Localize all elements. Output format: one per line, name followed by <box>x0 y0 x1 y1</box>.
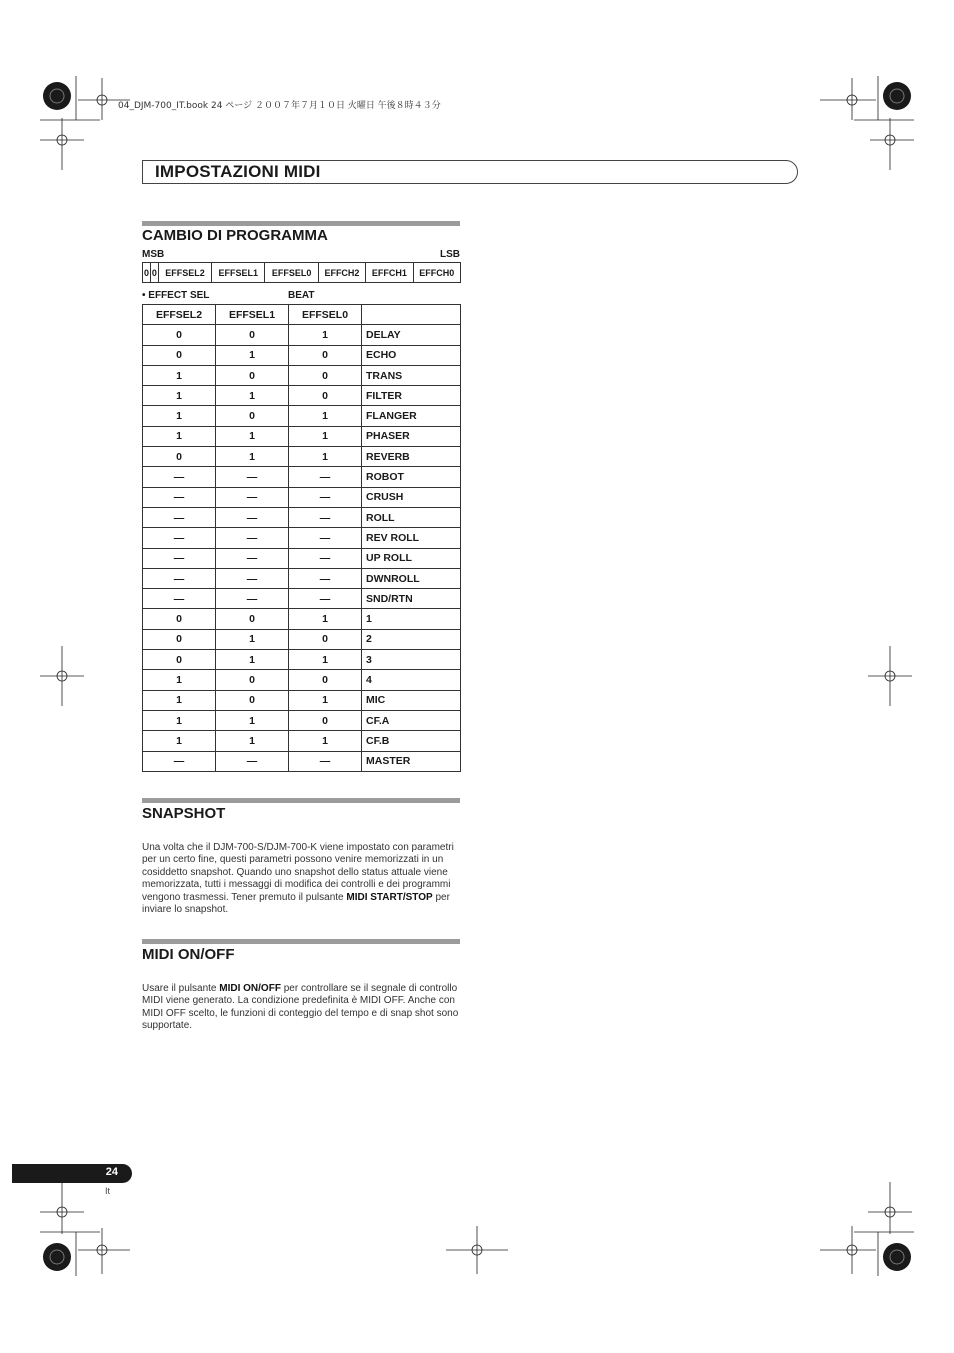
bit-value-cell: 1 <box>216 447 289 467</box>
effect-name-cell: CRUSH <box>362 487 461 507</box>
bit-value-cell: 0 <box>143 650 216 670</box>
bit-value-cell: 1 <box>216 345 289 365</box>
effect-name-cell: MASTER <box>362 751 461 771</box>
bit-cell: EFFSEL2 <box>158 263 211 283</box>
bit-value-cell: — <box>289 467 362 487</box>
bit-value-cell: 0 <box>216 670 289 690</box>
effect-name-cell: TRANS <box>362 365 461 385</box>
table-row <box>143 447 461 467</box>
table-row <box>143 629 461 649</box>
effect-name-cell: DWNROLL <box>362 568 461 588</box>
bit-value-cell: 1 <box>216 710 289 730</box>
bit-value-cell: 0 <box>289 386 362 406</box>
bit-value-cell: 0 <box>289 710 362 730</box>
bit-value-cell: 0 <box>143 447 216 467</box>
bit-cell: EFFCH1 <box>366 263 413 283</box>
bit-value-cell: 1 <box>143 690 216 710</box>
effect-name-cell: DELAY <box>362 325 461 345</box>
bit-value-cell: — <box>143 568 216 588</box>
table-row <box>143 690 461 710</box>
bit-value-cell: — <box>216 568 289 588</box>
midi-start-stop-label: MIDI START/STOP <box>346 891 433 903</box>
bit-value-cell: — <box>289 507 362 527</box>
table-row <box>143 345 461 365</box>
midi-onoff-paragraph <box>142 983 462 1033</box>
midi-onoff-label: MIDI ON/OFF <box>219 983 281 994</box>
msb-label: MSB <box>142 249 165 260</box>
table-row <box>143 386 461 406</box>
section-title-snapshot: SNAPSHOT <box>142 805 226 822</box>
program-change-bit-table <box>142 262 461 283</box>
bit-value-cell: 1 <box>216 386 289 406</box>
bit-value-cell: 1 <box>143 426 216 446</box>
bit-value-cell: 0 <box>216 406 289 426</box>
section-title-program-change: CAMBIO DI PROGRAMMA <box>142 227 328 244</box>
bit-value-cell: 1 <box>289 325 362 345</box>
table-row <box>143 528 461 548</box>
effect-name-cell: CF.A <box>362 710 461 730</box>
table-row <box>143 507 461 527</box>
column-header <box>362 305 461 325</box>
bit-value-cell: — <box>216 487 289 507</box>
bit-value-cell: — <box>216 507 289 527</box>
effect-name-cell: PHASER <box>362 426 461 446</box>
effect-name-cell: MIC <box>362 690 461 710</box>
bit-value-cell: 0 <box>289 365 362 385</box>
bit-value-cell: — <box>143 487 216 507</box>
table-row <box>143 487 461 507</box>
effect-name-cell: ROLL <box>362 507 461 527</box>
bit-value-cell: — <box>143 528 216 548</box>
midi-onoff-text: Usare il pulsante <box>142 983 220 994</box>
lsb-label: LSB <box>440 249 460 260</box>
print-header-info: 04_DJM-700_IT.book 24 ページ ２００７年７月１０日 火曜日 午後８時４３分 <box>118 101 441 111</box>
bit-value-cell: 1 <box>289 731 362 751</box>
page-number-tab <box>12 1164 132 1183</box>
bit-cell: EFFSEL1 <box>212 263 265 283</box>
table-row <box>143 650 461 670</box>
column-header: EFFSEL2 <box>143 305 216 325</box>
effect-name-cell: SND/RTN <box>362 589 461 609</box>
table-row <box>143 609 461 629</box>
bit-cell: 0 <box>143 263 151 283</box>
effect-name-cell: 2 <box>362 629 461 649</box>
column-header: EFFSEL1 <box>216 305 289 325</box>
table-row <box>143 406 461 426</box>
snapshot-paragraph <box>142 842 462 916</box>
bit-value-cell: — <box>289 568 362 588</box>
table-row <box>143 731 461 751</box>
bit-value-cell: 0 <box>289 345 362 365</box>
effect-name-cell: CF.B <box>362 731 461 751</box>
bit-value-cell: 0 <box>216 609 289 629</box>
bit-value-cell: 1 <box>289 650 362 670</box>
effect-name-cell: REVERB <box>362 447 461 467</box>
midi-onoff-text-end: per controllare se il segnale di controllo MIDI viene generato. La condizione predefinita è MIDI OFF. Anche con MIDI OFF scelto, le funzioni di conteggio del tempo e di snap shot sono supportate. <box>142 983 459 1032</box>
snapshot-text: Una volta che il DJM-700-S/DJM-700-K viene impostato con parametri per un certo fine, questi parametri possono venire memorizzati in un cosiddetto snapshot. Quando uno snapshot dello status attuale viene memorizzata, tutti i messaggi di modifica dei controlli e dei programmi vengono trasmessi. Tener premuto il pulsante <box>142 842 454 903</box>
bit-value-cell: 1 <box>216 426 289 446</box>
beat-label: BEAT <box>288 290 315 301</box>
bit-value-cell: — <box>143 589 216 609</box>
table-row <box>143 467 461 487</box>
bit-value-cell: 1 <box>143 731 216 751</box>
bit-value-cell: 0 <box>143 609 216 629</box>
effect-name-cell: 4 <box>362 670 461 690</box>
bit-value-cell: — <box>289 548 362 568</box>
bit-cell: EFFSEL0 <box>265 263 318 283</box>
bit-value-cell: 0 <box>216 325 289 345</box>
section-title-midi-onoff: MIDI ON/OFF <box>142 946 235 963</box>
table-row <box>143 365 461 385</box>
effect-name-cell: 3 <box>362 650 461 670</box>
table-row <box>143 568 461 588</box>
bit-value-cell: — <box>289 589 362 609</box>
bit-value-cell: — <box>289 487 362 507</box>
table-row <box>143 751 461 771</box>
bit-value-cell: 1 <box>143 710 216 730</box>
table-row <box>143 325 461 345</box>
bit-value-cell: 0 <box>289 670 362 690</box>
effect-name-cell: FLANGER <box>362 406 461 426</box>
table-row <box>143 670 461 690</box>
effect-name-cell: ROBOT <box>362 467 461 487</box>
bit-value-cell: — <box>143 751 216 771</box>
bit-value-cell: — <box>216 467 289 487</box>
effect-name-cell: FILTER <box>362 386 461 406</box>
bit-value-cell: — <box>216 548 289 568</box>
page-title-bar <box>142 160 798 184</box>
section-rule <box>142 798 460 803</box>
effect-name-cell: ECHO <box>362 345 461 365</box>
section-rule <box>142 939 460 944</box>
bit-value-cell: — <box>216 589 289 609</box>
bit-value-cell: 1 <box>289 447 362 467</box>
bit-value-cell: 1 <box>289 406 362 426</box>
bit-value-cell: 1 <box>143 386 216 406</box>
table-row <box>143 548 461 568</box>
page-title: IMPOSTAZIONI MIDI <box>155 162 321 181</box>
page-number: 24 <box>105 1166 118 1178</box>
section-rule <box>142 221 460 226</box>
effect-name-cell: 1 <box>362 609 461 629</box>
bit-value-cell: 1 <box>143 670 216 690</box>
bit-value-cell: 1 <box>289 690 362 710</box>
bit-value-cell: 1 <box>216 731 289 751</box>
column-header: EFFSEL0 <box>289 305 362 325</box>
bit-value-cell: 1 <box>216 650 289 670</box>
bit-value-cell: — <box>143 507 216 527</box>
bit-value-cell: — <box>216 528 289 548</box>
bit-value-cell: — <box>143 467 216 487</box>
bit-value-cell: 1 <box>289 426 362 446</box>
effect-name-cell: UP ROLL <box>362 548 461 568</box>
effect-name-cell: REV ROLL <box>362 528 461 548</box>
bit-value-cell: 0 <box>216 690 289 710</box>
snapshot-text-end: per inviare lo snapshot. <box>142 891 450 916</box>
effect-sel-label: • EFFECT SEL <box>142 290 210 301</box>
table-row <box>143 710 461 730</box>
bit-value-cell: — <box>216 751 289 771</box>
table-row <box>143 589 461 609</box>
table-row <box>143 426 461 446</box>
bit-value-cell: — <box>289 751 362 771</box>
bit-value-cell: 0 <box>289 629 362 649</box>
bit-value-cell: 0 <box>216 365 289 385</box>
effect-select-table <box>142 304 461 772</box>
bit-cell: EFFCH2 <box>318 263 365 283</box>
bit-value-cell: 0 <box>143 345 216 365</box>
bit-value-cell: 1 <box>216 629 289 649</box>
bit-value-cell: 0 <box>143 325 216 345</box>
bit-value-cell: 0 <box>143 629 216 649</box>
language-code: It <box>105 1186 111 1196</box>
bit-value-cell: — <box>143 548 216 568</box>
bit-value-cell: 1 <box>143 406 216 426</box>
bit-cell: EFFCH0 <box>413 263 460 283</box>
bit-value-cell: 1 <box>143 365 216 385</box>
bit-value-cell: 1 <box>289 609 362 629</box>
bit-cell: 0 <box>150 263 158 283</box>
bit-value-cell: — <box>289 528 362 548</box>
